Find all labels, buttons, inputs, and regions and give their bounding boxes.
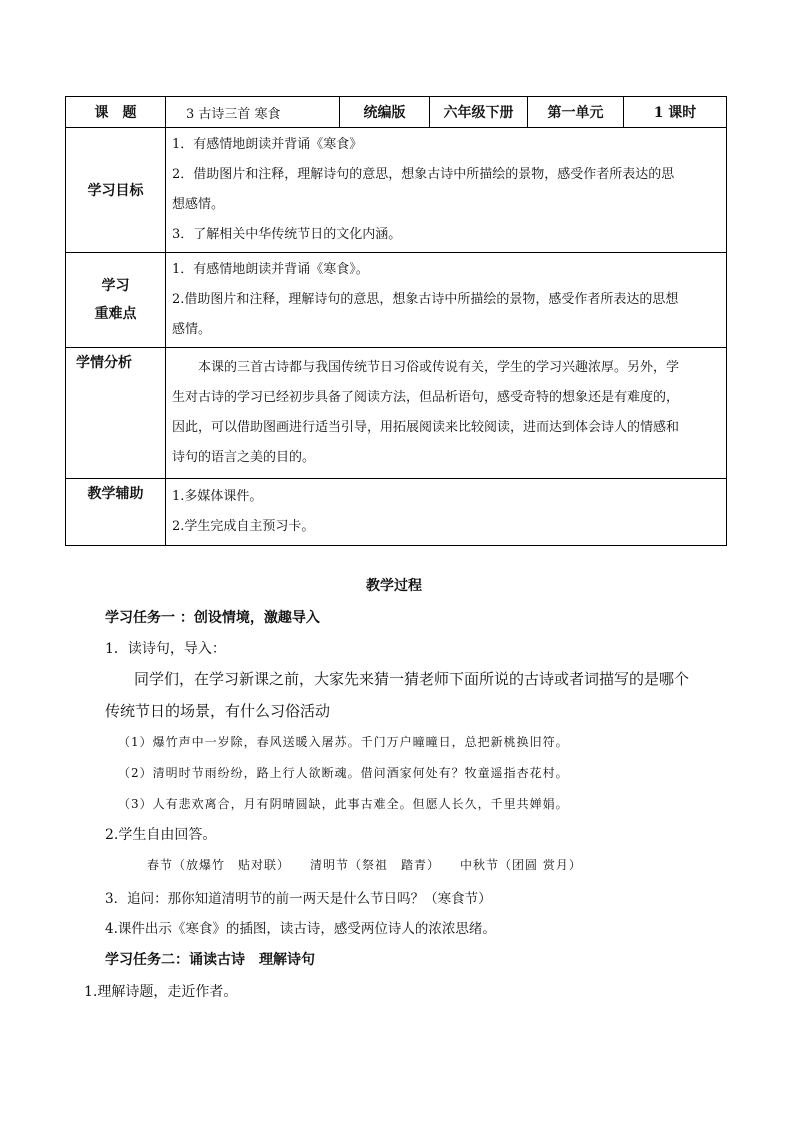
aid-item: 2.学生完成自主预习卡。 bbox=[172, 519, 315, 534]
analysis-row bbox=[66, 348, 727, 479]
subject-label: 课 题 bbox=[66, 97, 166, 128]
intro-line1: 同学们，在学习新课之前，大家先来猜一猜老师下面所说的古诗或者词描写的是哪个 bbox=[134, 670, 690, 688]
analysis-line: 诗句的语言之美的目的。 bbox=[172, 450, 316, 465]
analysis-label: 学情分析 bbox=[66, 348, 166, 479]
goal-item: 想感情。 bbox=[172, 197, 225, 212]
key-points-label-line1: 学习 bbox=[101, 278, 130, 294]
analysis-line: 生对古诗的学习已经初步具备了阅读方法，但品析语句，感受奇特的想象还是有难度的， bbox=[172, 390, 680, 405]
lesson-plan-table bbox=[65, 96, 727, 546]
step4: 4.课件出示《寒食》的插图，读古诗，感受两位诗人的浓浓思绪。 bbox=[105, 921, 496, 937]
goals-content bbox=[166, 128, 727, 253]
process-heading: 教学过程 bbox=[366, 578, 422, 594]
step1: 1．读诗句，导入： bbox=[105, 641, 226, 657]
lesson-title: 3 古诗三首 寒食 bbox=[166, 97, 340, 128]
key-points-label-line2: 重难点 bbox=[94, 306, 137, 322]
task2-heading: 学习任务二：诵读古诗 理解诗句 bbox=[105, 952, 315, 968]
poem-line-2: （2）清明时节雨纷纷，路上行人欲断魂。借问酒家何处有？牧童遥指杏花村。 bbox=[118, 766, 569, 780]
intro-line2: 传统节日的场景，有什么习俗活动 bbox=[105, 702, 331, 720]
grade: 六年级下册 bbox=[430, 97, 528, 128]
goal-item: 2．借助图片和注释，理解诗句的意思，想象古诗中所描绘的景物，感受作者所表达的思 bbox=[172, 167, 675, 182]
aid-item: 1.多媒体课件。 bbox=[172, 489, 263, 504]
key-point-item: 感情。 bbox=[172, 322, 212, 337]
key-point-item: 1．有感情地朗读并背诵《寒食》。 bbox=[172, 262, 369, 277]
unit: 第一单元 bbox=[528, 97, 624, 128]
aids-row bbox=[66, 479, 727, 546]
key-points-content bbox=[166, 253, 727, 348]
aids-content bbox=[166, 479, 727, 546]
step3: 3．追问：那你知道清明节的前一两天是什么节日吗？（寒食节） bbox=[105, 891, 492, 907]
key-points-label bbox=[66, 253, 166, 348]
header-row bbox=[66, 97, 727, 128]
goals-row bbox=[66, 128, 727, 253]
poem-line-3: （3）人有悲欢离合，月有阴晴圆缺，此事古难全。但愿人长久，千里共婵娟。 bbox=[118, 797, 569, 811]
goal-item: 1．有感情地朗读并背诵《寒食》 bbox=[172, 137, 363, 152]
analysis-content bbox=[166, 348, 727, 479]
key-point-item: 2.借助图片和注释，理解诗句的意思，想象古诗中所描绘的景物，感受作者所表达的思想 bbox=[172, 292, 679, 307]
step5: 1.理解诗题，走近作者。 bbox=[84, 984, 238, 1000]
festival-answers: 春节（放爆竹 贴对联） 清明节（祭祖 踏青） 中秋节（团圆 赏月） bbox=[147, 858, 582, 872]
aids-label: 教学辅助 bbox=[66, 479, 166, 546]
task1-heading: 学习任务一 ：创设情境，激趣导入 bbox=[105, 610, 320, 626]
goals-label: 学习目标 bbox=[66, 128, 166, 253]
poem-line-1: （1）爆竹声中一岁除，春风送暖入屠苏。千门万户曈曈日，总把新桃换旧符。 bbox=[118, 735, 569, 749]
step2: 2.学生自由回答。 bbox=[105, 827, 217, 843]
class-hours: 1 课时 bbox=[624, 97, 727, 128]
goal-item: 3．了解相关中华传统节日的文化内涵。 bbox=[172, 227, 402, 242]
edition: 统编版 bbox=[340, 97, 430, 128]
analysis-line: 因此，可以借助图画进行适当引导，用拓展阅读来比较阅读，进而达到体会诗人的情感和 bbox=[172, 420, 680, 435]
analysis-line: 本课的三首古诗都与我国传统节日习俗或传说有关，学生的学习兴趣浓厚。另外，学 bbox=[198, 360, 680, 375]
key-points-row bbox=[66, 253, 727, 348]
